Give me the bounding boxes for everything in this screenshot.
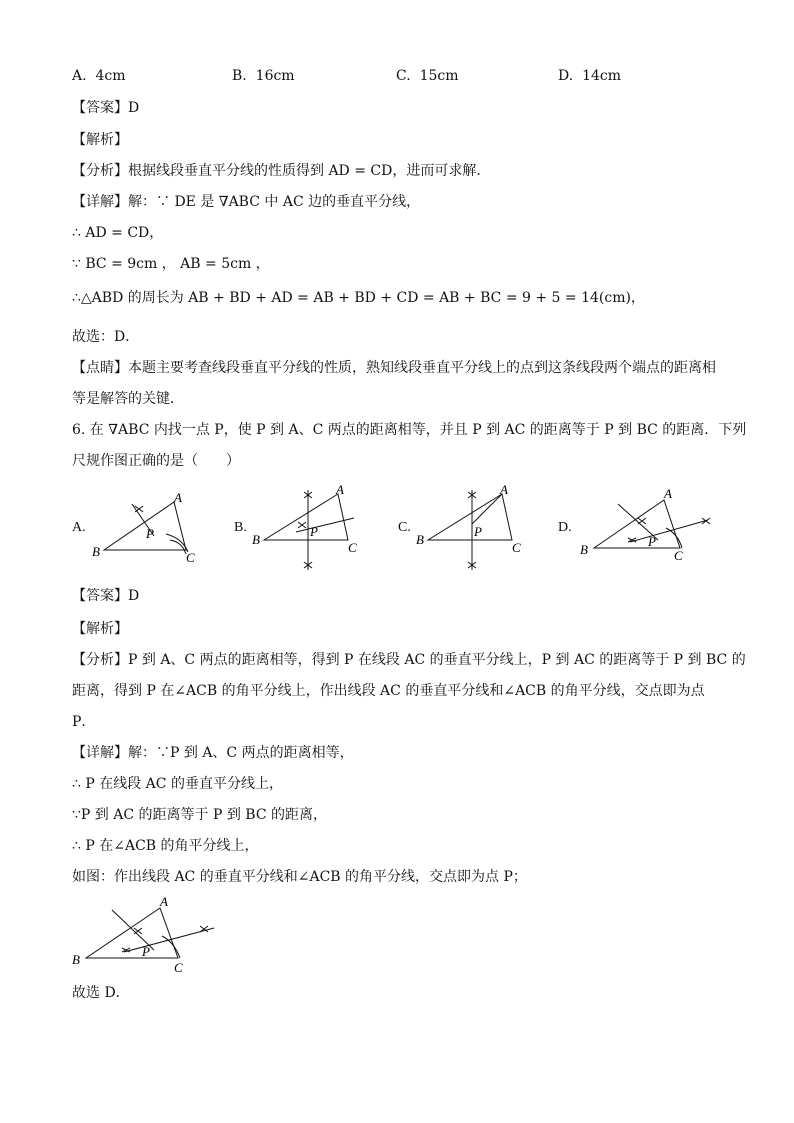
arc-mark-mid xyxy=(298,522,306,528)
label-a: A xyxy=(174,490,182,505)
figure-option-c xyxy=(414,482,534,576)
label-b: B xyxy=(580,542,588,557)
label-a: A xyxy=(160,894,168,909)
arc-mark xyxy=(638,518,646,524)
label-c: C xyxy=(348,540,357,555)
q6-analysis-3: P． xyxy=(72,714,96,730)
q6-step-4: 如图：作出线段 AC 的垂直平分线和∠ACB 的角平分线，交点即为点 P； xyxy=(72,869,527,885)
label-a: A xyxy=(664,486,672,501)
label-b: B xyxy=(252,532,260,547)
q5-analysis: 【分析】根据线段垂直平分线的性质得到 AD = CD，进而可求解． xyxy=(72,163,491,179)
angle-bisector xyxy=(630,520,708,542)
figure-option-d xyxy=(578,486,718,566)
fig-option-a-label: A. xyxy=(72,520,86,535)
option-c: C. 15cm xyxy=(396,68,459,84)
q6-stem-1: 6. 在 ∇ABC 内找一点 P，使 P 到 A、C 两点的距离相等，并且 P 到 AC 的距离等于 P 到 BC 的距离．下列 xyxy=(72,422,747,438)
option-b: B. 16cm xyxy=(232,68,295,84)
label-c: C xyxy=(186,550,195,565)
option-d: D. 14cm xyxy=(558,68,622,84)
fig-option-d-label: D. xyxy=(558,520,572,535)
q6-solution: 【详解】解：∵P 到 A、C 两点的距离相等， xyxy=(72,745,354,761)
q5-step-3: ∴△ABD 的周长为 AB + BD + AD = AB + BD + CD = AB + BC = 9 + 5 = 14(cm)， xyxy=(72,290,645,306)
label-c: C xyxy=(174,960,183,975)
q5-jiexi: 【解析】 xyxy=(72,132,128,148)
triangle-abc xyxy=(264,494,348,540)
arc-mark xyxy=(134,928,142,934)
q6-step-3: ∴ P 在∠ACB 的角平分线上， xyxy=(72,838,259,854)
figure-option-a xyxy=(88,488,208,568)
figure-option-b xyxy=(250,482,370,576)
q5-step-1: ∴ AD = CD， xyxy=(72,225,164,241)
q5-answer: 【答案】D xyxy=(72,100,140,116)
label-p: P xyxy=(310,524,318,539)
solution-figure xyxy=(70,892,230,978)
option-a: A. 4cm xyxy=(72,68,126,84)
q6-step-1: ∴ P 在线段 AC 的垂直平分线上， xyxy=(72,776,283,792)
triangle-abc xyxy=(104,502,186,550)
label-p: P xyxy=(146,526,154,541)
q5-step-2: ∵ BC = 9cm ， AB = 5cm ， xyxy=(72,256,270,272)
q6-answer: 【答案】D xyxy=(72,588,140,604)
label-c: C xyxy=(512,540,521,555)
label-p: P xyxy=(142,944,150,959)
q5-choose: 故选：D． xyxy=(72,329,140,345)
q5-comment-2: 等是解答的关键． xyxy=(72,391,184,407)
label-a: A xyxy=(336,482,344,497)
fig-option-c-label: C. xyxy=(398,520,411,535)
q6-step-2: ∵P 到 AC 的距离等于 P 到 BC 的距离， xyxy=(72,807,327,823)
q6-analysis-1: 【分析】P 到 A、C 两点的距离相等，得到 P 在线段 AC 的垂直平分线上，P 到 AC 的距离等于 P 到 BC 的 xyxy=(72,652,746,668)
label-p: P xyxy=(474,524,482,539)
label-a: A xyxy=(500,482,508,497)
label-b: B xyxy=(416,532,424,547)
q5-solution: 【详解】解：∵ DE 是 ∇ABC 中 AC 边的垂直平分线， xyxy=(72,194,421,210)
fig-option-b-label: B. xyxy=(234,520,247,535)
q6-choose: 故选 D． xyxy=(72,985,130,1001)
q6-analysis-2: 距离，得到 P 在∠ACB 的角平分线上，作出线段 AC 的垂直平分线和∠ACB 的角平分线，交点即为点 xyxy=(72,683,705,699)
label-c: C xyxy=(674,548,683,563)
q6-stem-2: 尺规作图正确的是（ ） xyxy=(72,453,240,469)
label-b: B xyxy=(72,952,80,967)
q5-comment-1: 【点睛】本题主要考查线段垂直平分线的性质，熟知线段垂直平分线上的点到这条线段两个端点的距离相 xyxy=(72,360,716,376)
label-b: B xyxy=(92,544,100,559)
triangle-abc xyxy=(86,908,178,958)
arc-mark xyxy=(135,506,143,512)
construction-line xyxy=(472,494,502,524)
triangle-abc xyxy=(594,500,680,548)
triangle-abc xyxy=(428,494,512,540)
q6-jiexi: 【解析】 xyxy=(72,621,128,637)
label-p: P xyxy=(648,534,656,549)
